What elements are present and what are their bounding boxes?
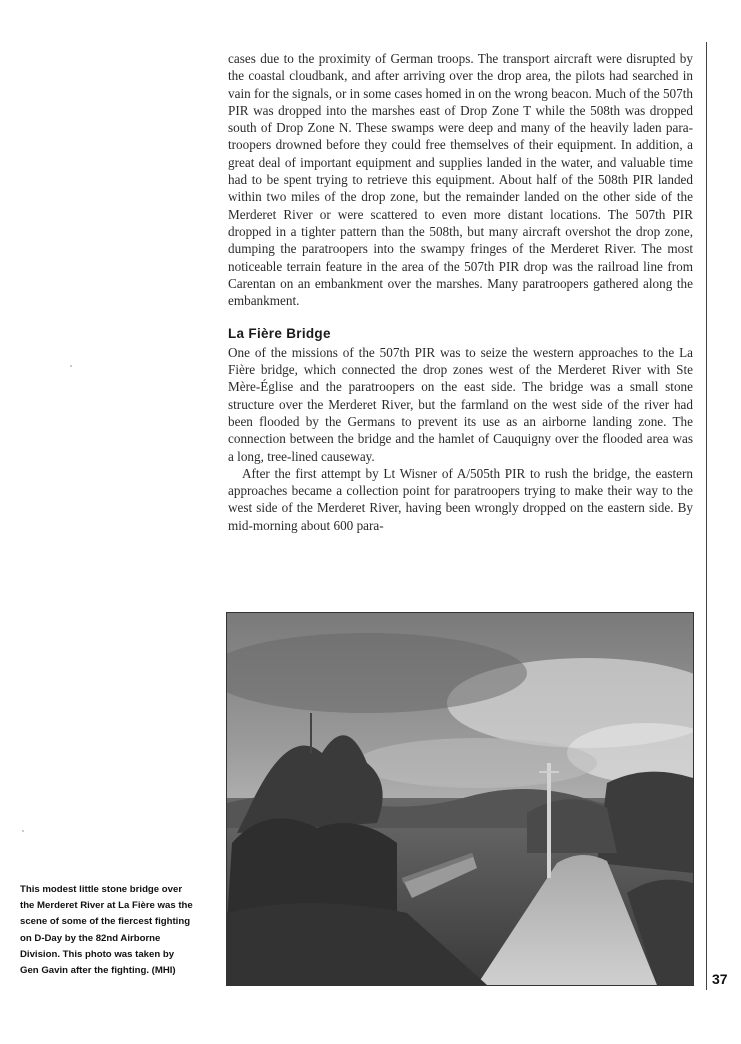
- section-heading: La Fière Bridge: [228, 326, 331, 342]
- body-paragraph-3: After the first attempt by Lt Wisner of A/505th PIR to rush the bridge, the eastern approaches became a collection point for paratroopers trying to make their way to the west side of the Merderet River, having been wrongly dropped on the eastern side. By mid-morning about 600 para-: [228, 465, 693, 533]
- page-number: 37: [712, 971, 728, 987]
- photo-caption: This modest little stone bridge over the Merderet River at La Fière was the scene of some of the fiercest fighting on D-Day by the 82nd Airborne Division. This photo was taken by Gen Gavin after the fighting. (MHI): [20, 884, 193, 977]
- bridge-photo: [226, 612, 694, 986]
- column-rule: [706, 42, 707, 990]
- scan-speck: [70, 365, 72, 367]
- body-paragraph-1: cases due to the proximity of German troops. The transport aircraft were disrupted by the coastal cloudbank, and after arriving over the drop area, the pilots had searched in vain for the signals, or in some cases homed in on the wrong beacon. Much of the 507th PIR was dropped into the marshes east of Drop Zone T while the 508th was dropped south of Drop Zone N. These swamps were deep and many of the heavily laden paratroopers drowned before they could free themselves of their equipment. In addition, a great deal of important equipment and supplies landed in the water, and valuable time had to be spent trying to retrieve this equipment. About half of the 508th PIR landed within two miles of the drop zone, but the remainder landed on the other side of the Merderet River or were scattered to even more distant locations. The 507th PIR dropped in a tighter pattern than the 508th, but many aircraft overshot the drop zone, dumping the paratroopers into the swampy fringes of the Merderet River. The most noticeable terrain feature in the area of the 507th PIR drop was the railroad line from Carentan on an embankment over the marshes. Many paratroopers gathered along the embankment.: [228, 51, 693, 309]
- scan-speck: [22, 830, 24, 832]
- body-paragraph-2: One of the missions of the 507th PIR was to seize the western approaches to the La Fière bridge, which connected the drop zones west of the Merderet River with Ste Mère-Église and the paratroopers on the east side. The bridge was a small stone structure over the Merderet River, but the farmland on the west side of the river had been flooded by the Germans to prevent its use as an airborne landing zone. The connection between the bridge and the hamlet of Cauquigny over the flooded area was a long, tree-lined causeway.: [228, 344, 693, 464]
- main-text-column: [228, 50, 693, 534]
